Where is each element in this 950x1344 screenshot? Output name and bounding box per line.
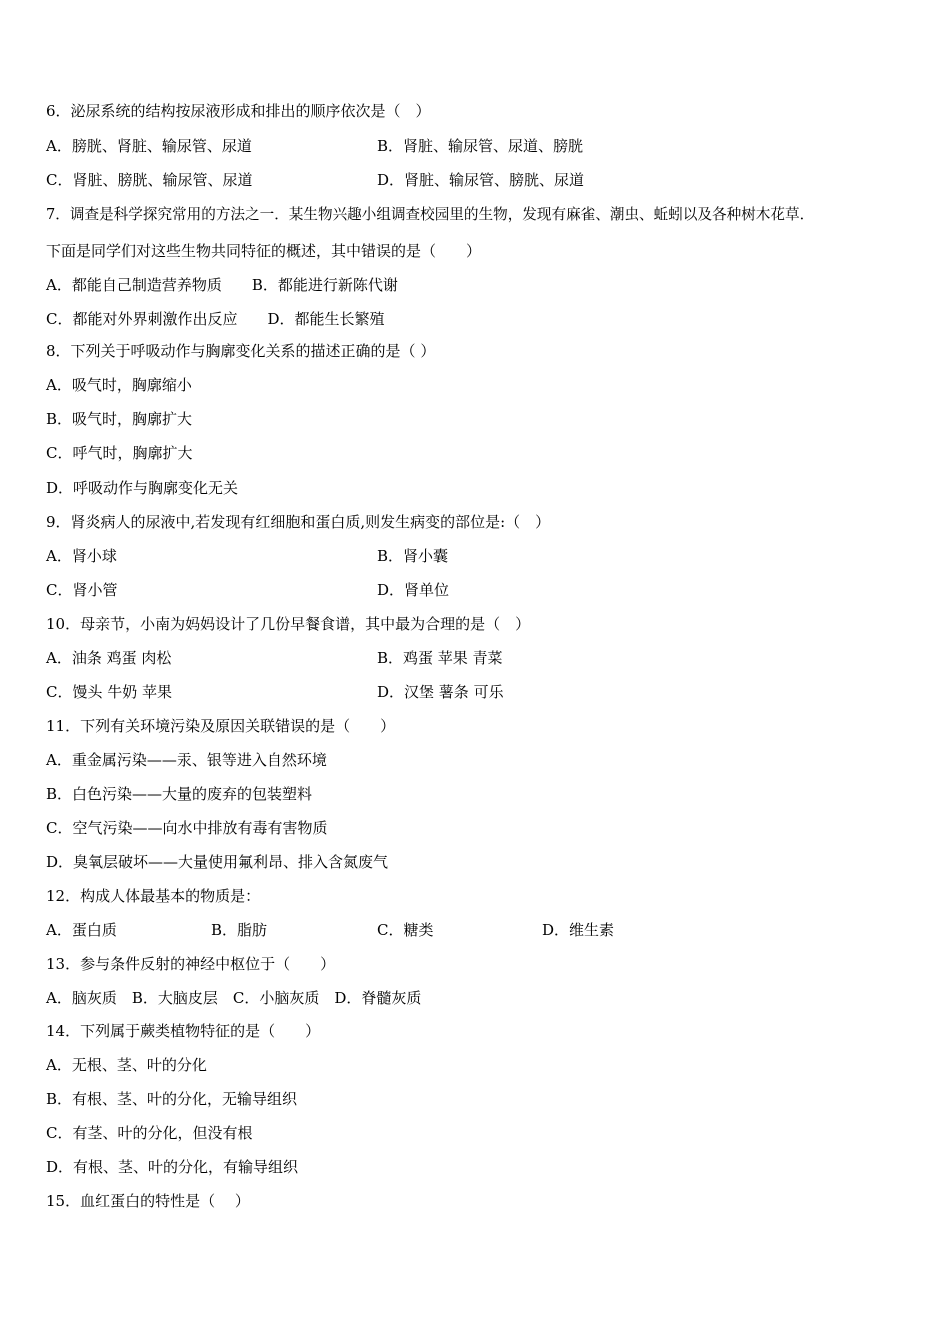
- q12-option-a: A．蛋白质: [46, 921, 117, 939]
- q9-option-d: D．肾单位: [377, 581, 450, 599]
- q9-stem: 9．肾炎病人的尿液中,若发现有红细胞和蛋白质,则发生病变的部位是:（ ）: [46, 513, 551, 531]
- q11-stem: 11．下列有关环境污染及原因关联错误的是（ ）: [46, 717, 396, 735]
- q13-options: A．脑灰质 B．大脑皮层 C．小脑灰质 D．脊髓灰质: [46, 989, 422, 1007]
- q6-option-c: C．肾脏、膀胱、输尿管、尿道: [46, 171, 253, 189]
- q12-stem: 12．构成人体最基本的物质是：: [46, 887, 261, 905]
- q8-option-c: C．呼气时，胸廓扩大: [46, 444, 193, 462]
- q7-options-ab: A．都能自己制造营养物质 B．都能进行新陈代谢: [46, 276, 398, 294]
- q10-stem: 10．母亲节，小南为妈妈设计了几份早餐食谱，其中最为合理的是（ ）: [46, 615, 531, 633]
- q11-option-c: C．空气污染——向水中排放有毒有害物质: [46, 819, 328, 837]
- q10-option-c: C．馒头 牛奶 苹果: [46, 683, 173, 701]
- q9-option-a: A．肾小球: [46, 547, 117, 565]
- q10-option-b: B．鸡蛋 苹果 青菜: [377, 649, 503, 667]
- q10-option-d: D．汉堡 薯条 可乐: [377, 683, 504, 701]
- q14-option-b: B．有根、茎、叶的分化，无输导组织: [46, 1090, 298, 1108]
- q12-option-b: B．脂肪: [211, 921, 268, 939]
- q8-option-d: D．呼吸动作与胸廓变化无关: [46, 479, 239, 497]
- q12-option-c: C．糖类: [377, 921, 434, 939]
- q14-option-d: D．有根、茎、叶的分化，有输导组织: [46, 1158, 299, 1176]
- q12-option-d: D．维生素: [542, 921, 615, 939]
- q7-stem-line2: 下面是同学们对这些生物共同特征的概述，其中错误的是（ ）: [46, 242, 482, 260]
- q9-option-b: B．肾小囊: [377, 547, 449, 565]
- q11-option-d: D．臭氧层破坏——大量使用氟利昂、排入含氮废气: [46, 853, 389, 871]
- q11-option-b: B．白色污染——大量的废弃的包装塑料: [46, 785, 313, 803]
- q6-option-a: A．膀胱、肾脏、输尿管、尿道: [46, 137, 252, 155]
- q14-option-c: C．有茎、叶的分化，但没有根: [46, 1124, 253, 1142]
- q7-options-cd: C．都能对外界刺激作出反应 D．都能生长繁殖: [46, 310, 385, 328]
- q9-option-c: C．肾小管: [46, 581, 118, 599]
- q6-stem: 6．泌尿系统的结构按尿液形成和排出的顺序依次是（ ）: [46, 102, 431, 120]
- q6-option-b: B．肾脏、输尿管、尿道、膀胱: [377, 137, 584, 155]
- q8-option-b: B．吸气时，胸廓扩大: [46, 410, 193, 428]
- q14-stem: 14．下列属于蕨类植物特征的是（ ）: [46, 1022, 321, 1040]
- q8-stem: 8．下列关于呼吸动作与胸廓变化关系的描述正确的是（ ）: [46, 342, 436, 360]
- q11-option-a: A．重金属污染——汞、银等进入自然环境: [46, 751, 327, 769]
- q8-option-a: A．吸气时，胸廓缩小: [46, 376, 192, 394]
- q10-option-a: A．油条 鸡蛋 肉松: [46, 649, 172, 667]
- q15-stem: 15．血红蛋白的特性是（ ）: [46, 1192, 250, 1210]
- q13-stem: 13．参与条件反射的神经中枢位于（ ）: [46, 955, 336, 973]
- q6-option-d: D．肾脏、输尿管、膀胱、尿道: [377, 171, 585, 189]
- q14-option-a: A．无根、茎、叶的分化: [46, 1056, 207, 1074]
- q7-stem-line1: 7．调查是科学探究常用的方法之一．某生物兴趣小组调查校园里的生物，发现有麻雀、潮虫、蚯蚓以及各种树木花草．: [46, 206, 815, 223]
